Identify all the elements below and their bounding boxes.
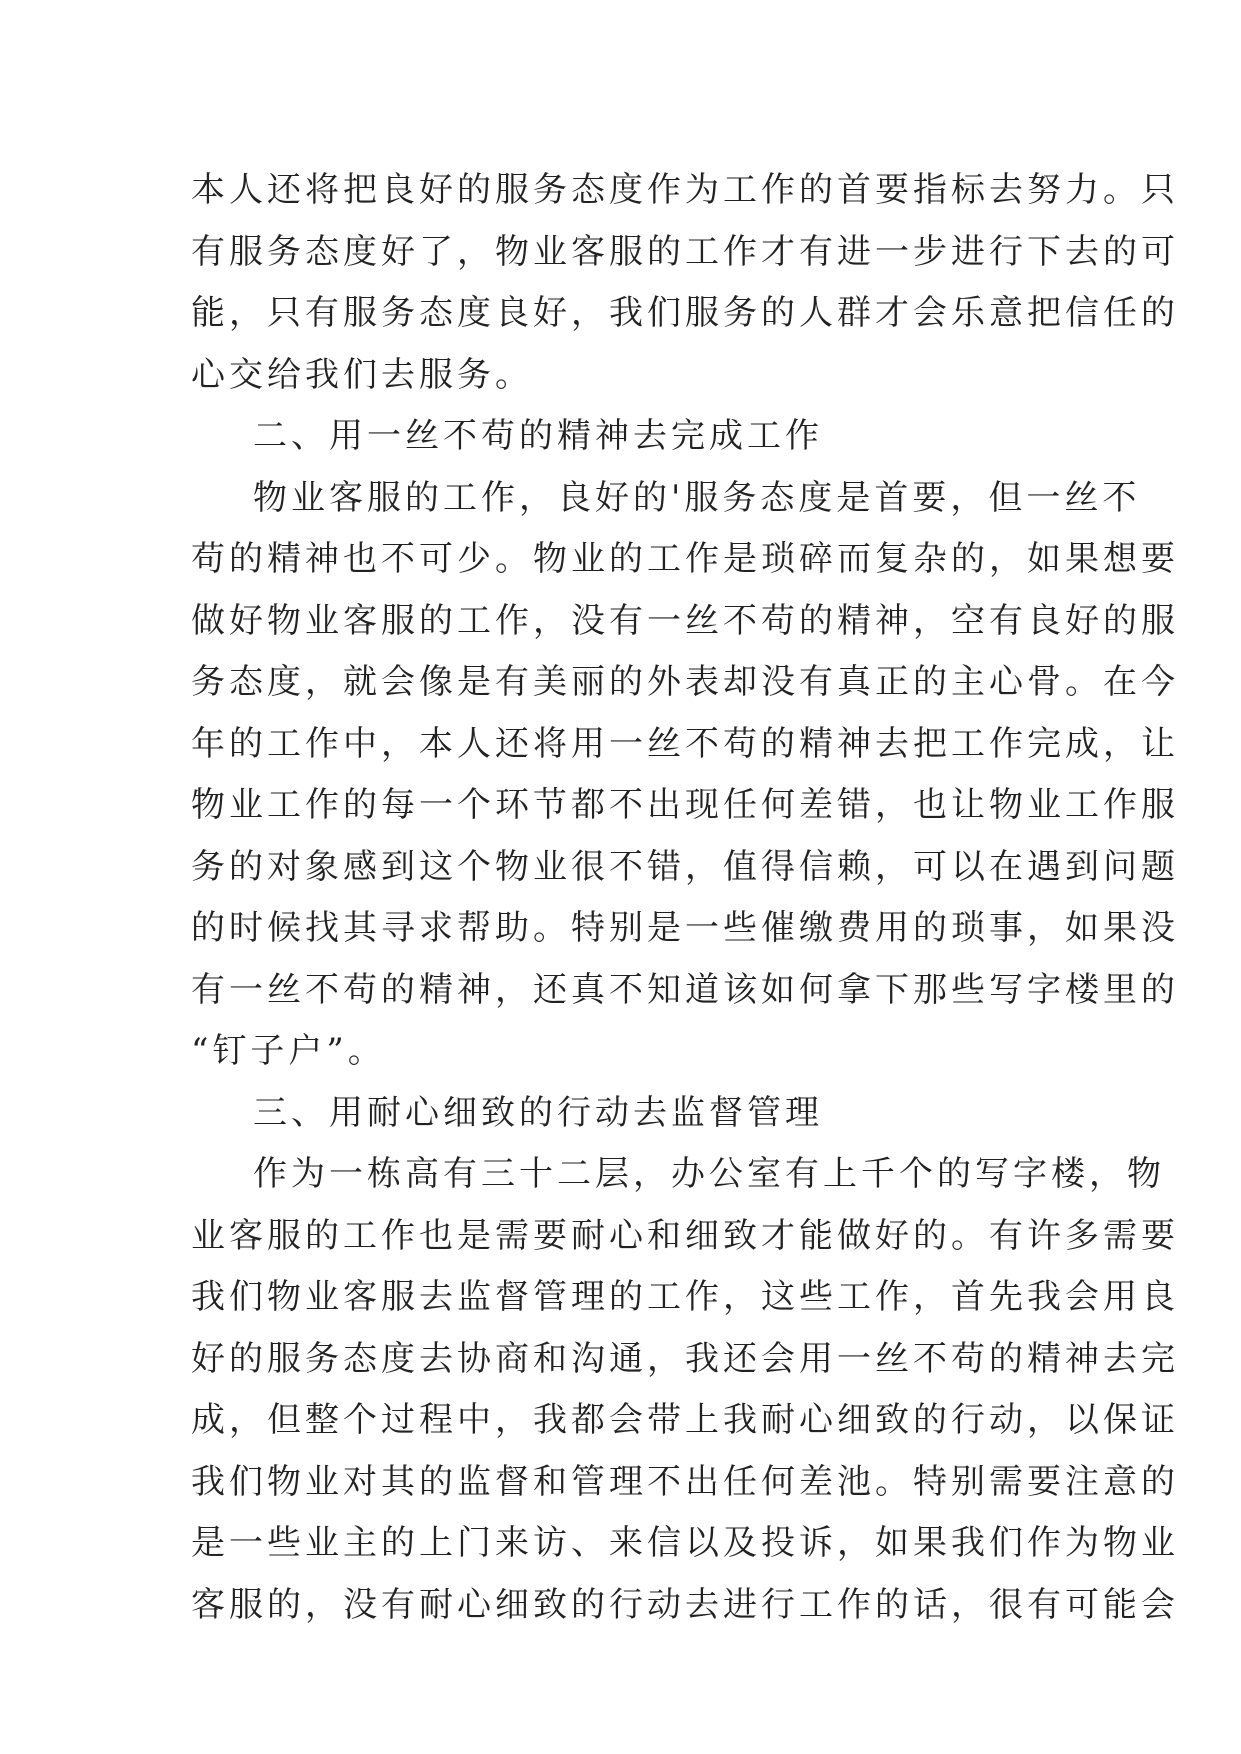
text-line: 的时候找其寻求帮助。特别是一些催缴费用的琐事，如果没 — [191, 908, 1179, 948]
text-line: 能，只有服务态度良好，我们服务的人群才会乐意把信任的 — [191, 293, 1179, 333]
document-body — [191, 160, 1179, 1636]
section-heading-3: 三、用耐心细致的行动去监督管理 — [253, 1092, 823, 1133]
text-line: 有服务态度好了，物业客服的工作才有进一步进行下去的可 — [191, 231, 1179, 272]
text-line: 是一些业主的上门来访、来信以及投诉，如果我们作为物业 — [191, 1523, 1179, 1563]
text-line: 务态度，就会像是有美丽的外表却没有真正的主心骨。在今 — [191, 662, 1179, 702]
text-line: 好的服务态度去协商和沟通，我还会用一丝不苟的精神去完 — [191, 1338, 1179, 1379]
text-line: 业客服的工作也是需要耐心和细致才能做好的。有许多需要 — [191, 1215, 1179, 1256]
text-line: 客服的，没有耐心细致的行动去进行工作的话，很有可能会 — [191, 1584, 1179, 1625]
text-line: 务的对象感到这个物业很不错，值得信赖，可以在遇到问题 — [191, 846, 1179, 887]
text-line: 成，但整个过程中，我都会带上我耐心细致的行动，以保证 — [191, 1400, 1179, 1440]
text-line: 苟的精神也不可少。物业的工作是琐碎而复杂的，如果想要 — [191, 539, 1179, 579]
text-line: 作为一栋高有三十二层，办公室有上千个的写字楼，物 — [253, 1154, 1165, 1194]
text-line: 做好物业客服的工作，没有一丝不苟的精神，空有良好的服 — [191, 600, 1179, 641]
text-line: 物业工作的每一个环节都不出现任何差错，也让物业工作服 — [191, 785, 1179, 825]
section-heading-2: 二、用一丝不苟的精神去完成工作 — [253, 416, 823, 456]
text-line: 心交给我们去服务。 — [191, 354, 533, 395]
text-line: 有一丝不苟的精神，还真不知道该如何拿下那些写字楼里的 — [191, 969, 1179, 1010]
text-line: 本人还将把良好的服务态度作为工作的首要指标去努力。只 — [191, 170, 1179, 210]
text-line: 我们物业客服去监督管理的工作，这些工作，首先我会用良 — [191, 1277, 1179, 1317]
text-line: 我们物业对其的监督和管理不出任何差池。特别需要注意的 — [191, 1461, 1179, 1502]
text-line: 物业客服的工作，良好的'服务态度是首要，但一丝不 — [253, 477, 1141, 518]
text-line: “钉子户”。 — [191, 1031, 386, 1071]
text-line: 年的工作中，本人还将用一丝不苟的精神去把工作完成，让 — [191, 723, 1179, 764]
